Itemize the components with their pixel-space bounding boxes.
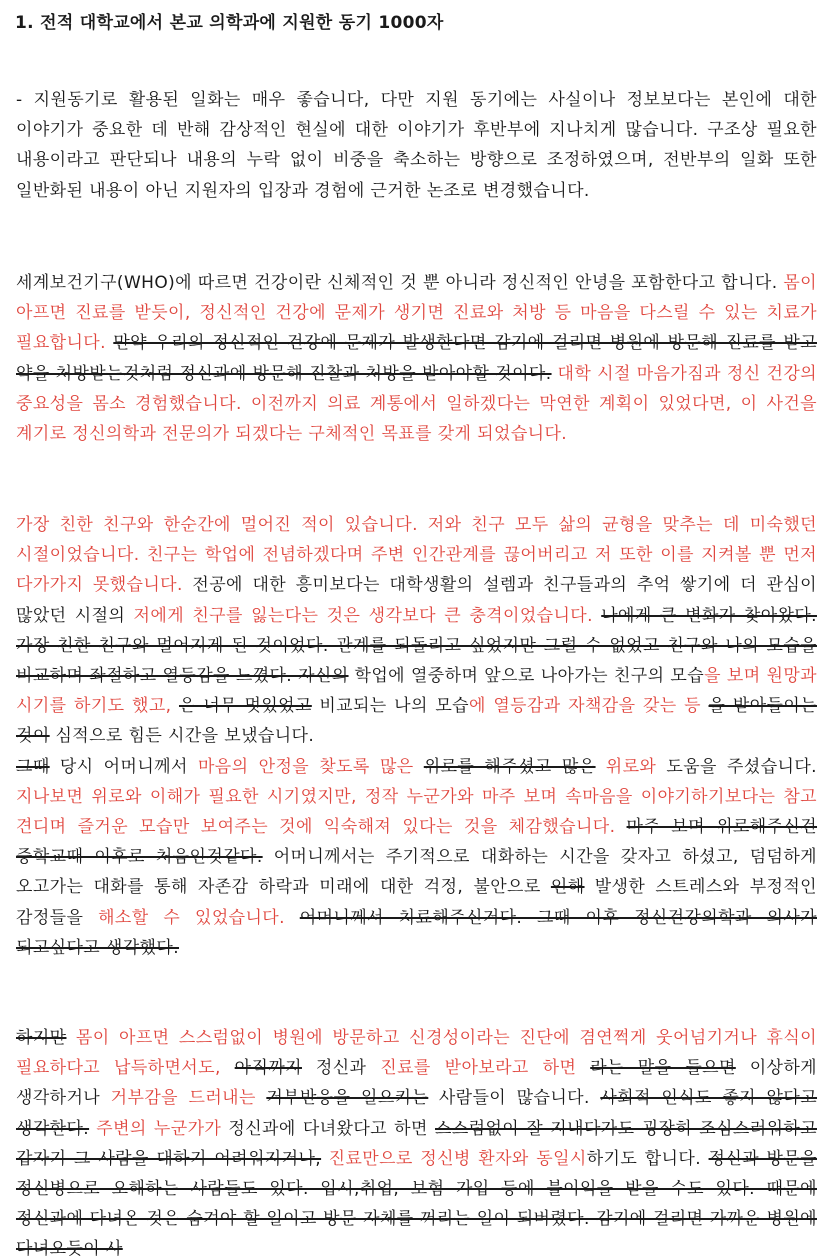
deleted-text: 인해 (550, 877, 585, 898)
body-text: 당시 어머니께서 (49, 756, 198, 777)
highlighted-text: 해소할 수 있었습니다. (98, 907, 300, 928)
deleted-text: 나에게 큰 변화가 찾아왔다. 가장 친한 친구와 멀어지게 된 것이었다. 관계를 되돌리고 싶었지만 그럴 수 없었고 친구와 나의 모습을 비교하며 좌절하고 열등감을 느꼈다. 자신의 (16, 605, 817, 687)
highlighted-text: 진료를 받아보라고 하면 (380, 1058, 591, 1079)
deleted-text: 마주 보며 위로해주신건 중학교때 이후로 처음인것같다. (16, 817, 818, 868)
body-text: 하기도 합니다. (586, 1148, 709, 1169)
paragraph-friend (16, 510, 817, 963)
paragraph-who (16, 268, 817, 449)
deleted-text: 스스럼없이 잘 지내다가도 굉장히 조심스러워하고 갑자기 그 사람을 대하기 어려워지거나, (16, 1118, 817, 1169)
highlighted-text: 을 보며 원망과 시기를 하기도 했고, (16, 666, 817, 717)
body-text: - 지원동기로 활용된 일화는 매우 좋습니다, 다만 지원 동기에는 사실이나 정보보다는 본인에 대한 이야기가 중요한 데 반해 감상적인 현실에 대한 이야기가 후반부에 지나치게 많습니다. 구조상 필요한 내용이라고 판단되나 내용의 누락 없이 비중을 축소하는 방향으로 조정하였으며, 전반부의 일화 또한 일반화된 내용이 아닌 지원자의 입장과 경험에 근거한 논조로 변경했습니다. (16, 90, 817, 201)
highlighted-text: 진료만으로 정신병 환자와 동일시 (321, 1148, 587, 1169)
highlighted-text: 저에게 친구를 잃는다는 것은 생각보다 큰 충격이었습니다. (133, 605, 602, 626)
deleted-text: 어머니께서 치료해주신거다. 그때 이후 정신건강의학과 의사가 되고싶다고 생각했다. (16, 907, 817, 958)
body-text: 이상하게 생각하거나 (16, 1058, 817, 1109)
body-text: 정신과 (301, 1058, 381, 1079)
body-text: 전공에 대한 흥미보다는 대학생활의 설렘과 친구들과의 추억 쌓기에 더 관심이 많았던 시절의 (16, 575, 817, 626)
deleted-text: 라는 말을 들으면 (590, 1058, 736, 1079)
highlighted-text: 대학 시절 마음가짐과 정신 건강의 중요성을 몸소 경험했습니다. 이전까지 의료 계통에서 일하겠다는 막연한 계획이 있었다면, 이 사건을 계기로 정신의학과 전문의가 되겠다는 구체적인 목표를 갖게 되었습니다. (16, 363, 817, 445)
deleted-text: 그때 (16, 756, 50, 777)
body-text: 학업에 열중하며 앞으로 나아가는 친구의 모습 (348, 666, 705, 687)
highlighted-text: 지나보면 위로와 이해가 필요한 시기였지만, 정작 누군가와 마주 보며 속마음을 이야기하기보다는 참고 견디며 즐거운 모습만 보여주는 것에 익숙해져 있다는 것을 체감했습니다. (16, 786, 817, 838)
body-text: 사람들이 많습니다. (428, 1088, 601, 1109)
deleted-text: 을 받아들이는 것이 (16, 696, 817, 747)
deleted-text: 하지만 (16, 1028, 67, 1048)
highlighted-text: 가장 친한 친구와 한순간에 멀어진 적이 있습니다. 저와 친구 모두 삶의 균형을 맞추는 데 미숙했던 시절이었습니다. 친구는 학업에 전념하겠다며 주변 인간관계를 끊어버리고 저 또한 이를 지켜볼 뿐 먼저 다가가지 못했습니다. (16, 515, 817, 596)
body-text: 세계보건기구(WHO)에 따르면 건강이란 신체적인 것 뿐 아니라 정신적인 안녕을 포함한다고 합니다. (16, 273, 784, 293)
deleted-text: 정신과 방문을 정신병으로 오해하는 사람들도 있다. 입시,취업, 보험 가입 등에 불이익을 받을 수도 있다. 때문에 정신과에 다녀온 것은 숨겨야 할 일이고 방문 자체를 꺼리는 일이 되버렸다. 감기에 걸리면 가까운 병원에 다녀오듯이 사 (16, 1148, 818, 1258)
body-text: 어머니께서는 주기적으로 대화하는 시간을 갖자고 하셨고, 덤덤하게 오고가는 대화를 통해 자존감 하락과 미래에 대한 걱정, 불안으로 (16, 847, 817, 898)
body-text: 정신과에 다녀왔다고 하면 (221, 1118, 435, 1139)
page-title: 1. 전적 대학교에서 본교 의학과에 지원한 동기 1000자 (15, 13, 444, 33)
body-text: 비교되는 나의 모습 (311, 696, 469, 717)
deleted-text: 아직까지 (234, 1058, 302, 1079)
deleted-text: 은 너무 멋있었고 (178, 696, 312, 717)
highlighted-text: 위로와 (595, 756, 657, 777)
body-text: 심적으로 힘든 시간을 보냈습니다. (49, 726, 315, 747)
highlighted-text: 주변의 누군가가 (89, 1118, 222, 1139)
highlighted-text: 몸이 아프면 스스럼없이 병원에 방문하고 신경성이라는 진단에 겸연쩍게 웃어넘기거나 휴식이 필요하다고 납득하면서도, (16, 1028, 817, 1079)
highlighted-text: 마음의 안정을 찾도록 많은 (197, 756, 424, 777)
paragraph-stigma (16, 1023, 817, 1258)
highlighted-text: 거부감을 드러내는 (110, 1088, 267, 1109)
deleted-text: 거부반응을 일으키는 (266, 1088, 429, 1109)
deleted-text: 만약 우리의 정신적인 건강에 문제가 발생한다면 감기에 걸리면 병원에 방문해 진료를 받고 약을 처방받는것처럼 정신과에 방문해 진찰과 처방을 받아야할 것이다. (16, 333, 817, 384)
deleted-text: 사회적 인식도 좋지 않다고 생각한다. (16, 1088, 818, 1139)
highlighted-text: 에 열등감과 자책감을 갖는 등 (468, 696, 709, 717)
highlighted-text: 몸이 아프면 진료를 받듯이, 정신적인 건강에 문제가 생기면 진료와 처방 등 마음을 다스릴 수 있는 치료가 필요합니다. (16, 273, 817, 354)
deleted-text: 위로를 해주셨고 많은 (423, 756, 596, 777)
paragraph-feedback (16, 85, 817, 206)
body-text: 발생한 스트레스와 부정적인 감정들을 (16, 877, 817, 928)
body-text: 도움을 주셨습니다. (656, 756, 817, 777)
